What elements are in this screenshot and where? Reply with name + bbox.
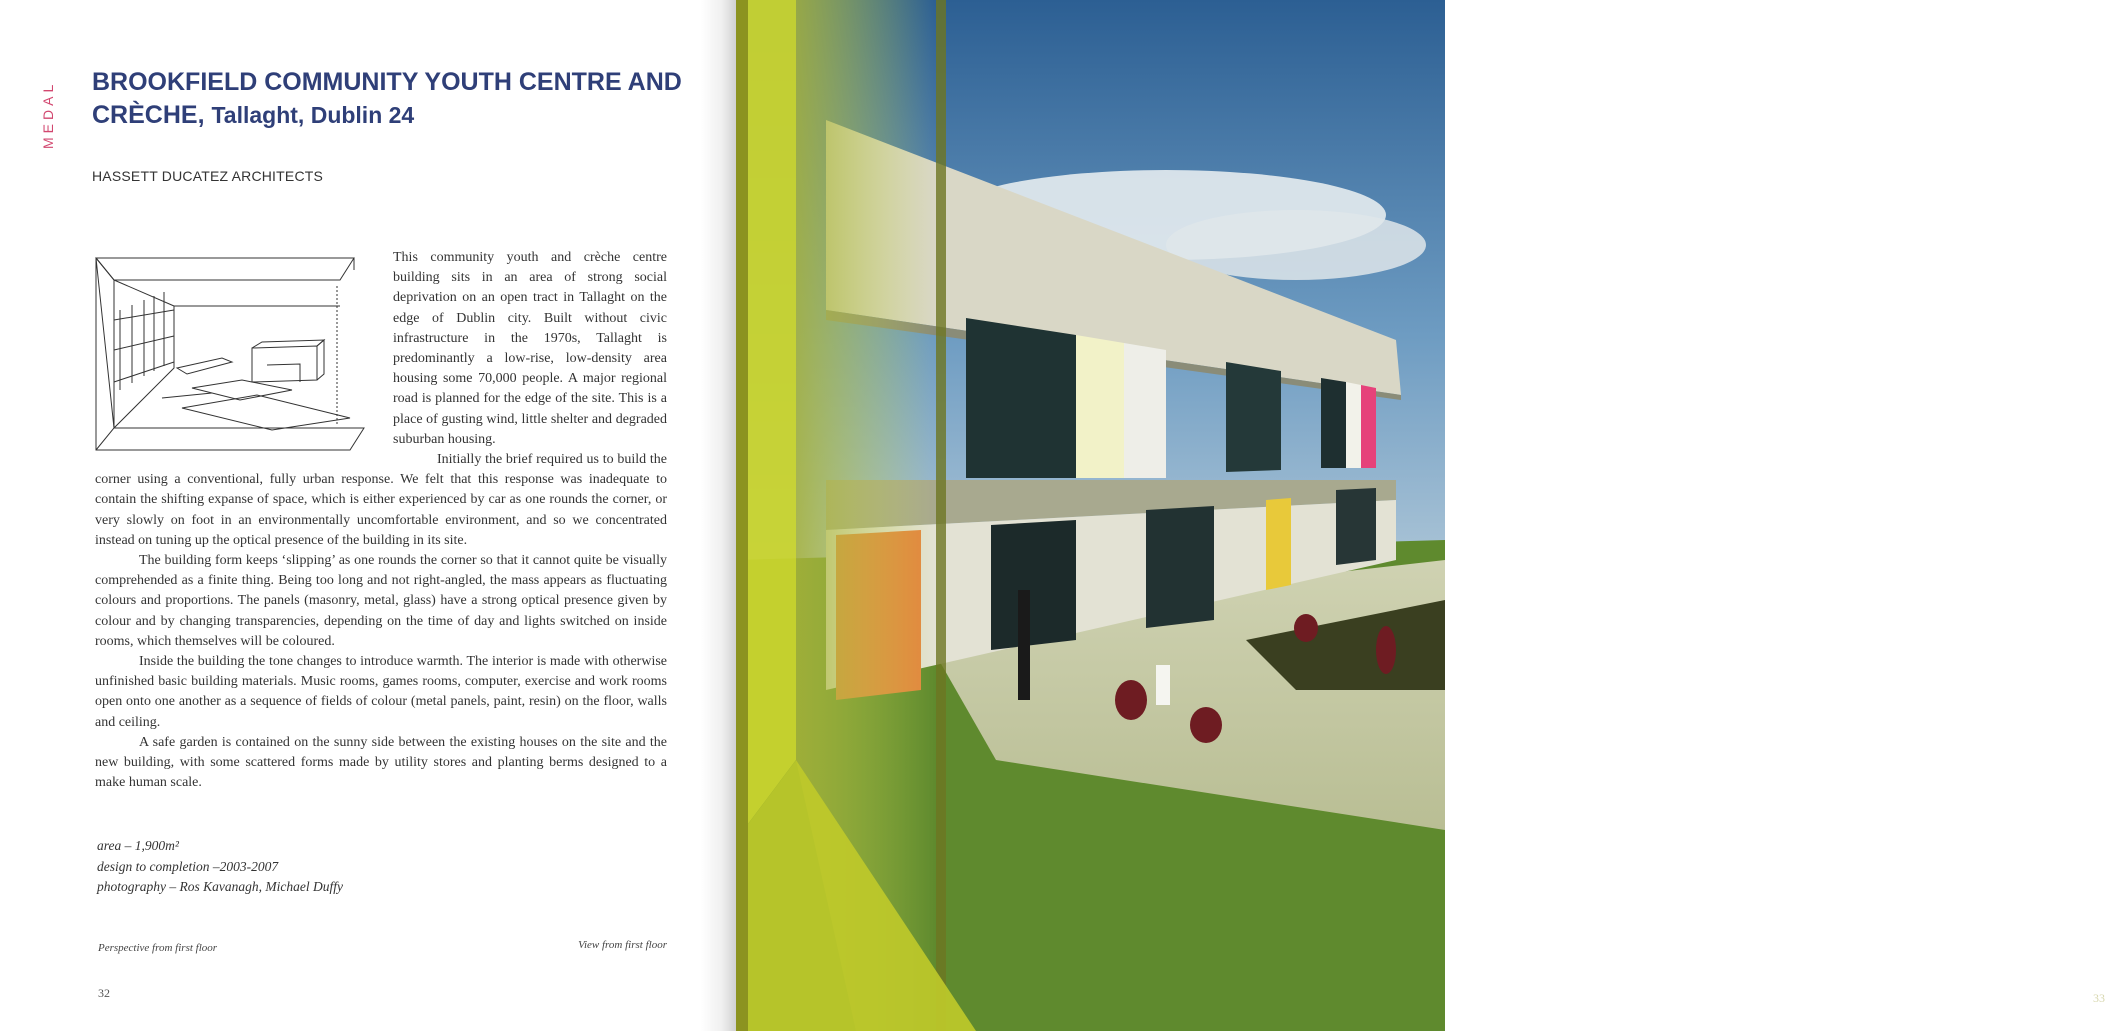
paragraph-5: A safe garden is contained on the sunny side between the existing houses on the site and the new building, with some scattered forms made by utility stores and planting berms designed to a make human scale. <box>95 734 667 791</box>
body-text <box>95 248 667 793</box>
page-title <box>92 66 692 132</box>
photography-detail: photography – Ros Kavanagh, Michael Duffy <box>97 879 343 894</box>
book-gutter <box>700 0 736 1031</box>
title-name: BROOKFIELD COMMUNITY YOUTH CENTRE AND CRÈCHE, <box>92 68 682 129</box>
project-details <box>97 836 343 898</box>
title-location: Tallaght, Dublin 24 <box>211 102 415 128</box>
photo-illustration <box>736 0 1445 1031</box>
left-page <box>0 0 735 1031</box>
page-number-right: 33 <box>2093 991 2105 1005</box>
caption-right: View from first floor <box>578 939 667 951</box>
design-detail: design to completion –2003-2007 <box>97 858 279 874</box>
building-photo <box>736 0 2105 1031</box>
page-number-left: 32 <box>98 986 110 1000</box>
paragraph-1: This community youth and crèche centre building sits in an area of strong social deprivation on an open tract in Tallaght on the edge of Dublin city. Built without civic infrastructure in the 1970s, Tallaght is predominantly a low-rise, low-density area housing some 70,000 people. A major regional road is planned for the edge of the site. This is a place of gusting wind, little shelter and degraded suburban housing. <box>393 250 667 447</box>
section-label: MEDAL <box>40 80 56 150</box>
caption-left: Perspective from first floor <box>98 942 218 954</box>
area-detail: area – 1,900m² <box>97 838 179 853</box>
paragraph-2: Initially the brief required us to build the corner using a conventional, fully urban response. We felt that this response was inadequate to contain the shifting expanse of space, which is either experienced by car as one rounds the corner, or very slowly on foot in an environmentally uncomfortable environment, and so we concentrated instead on tuning up the optical presence of the building in its site. <box>95 452 667 548</box>
architects-name: HASSETT DUCATEZ ARCHITECTS <box>92 168 324 184</box>
paragraph-4: Inside the building the tone changes to introduce warmth. The interior is made with otherwise unfinished basic building materials. Music rooms, games rooms, computer, exercise and work rooms open onto one another as a sequence of fields of colour (metal panels, paint, resin) on the floor, walls and ceiling. <box>95 654 667 730</box>
paragraph-3: The building form keeps ‘slipping’ as one rounds the corner so that it cannot quite be visually comprehended as a finite thing. Being too long and not right-angled, the mass appears as fluctuating colours and proportions. The panels (masonry, metal, glass) have a strong optical presence given by colour and by changing transparencies, depending on the time of day and lights switched on inside rooms, which themselves will be coloured. <box>95 553 667 649</box>
sketch-spacer <box>95 248 393 456</box>
